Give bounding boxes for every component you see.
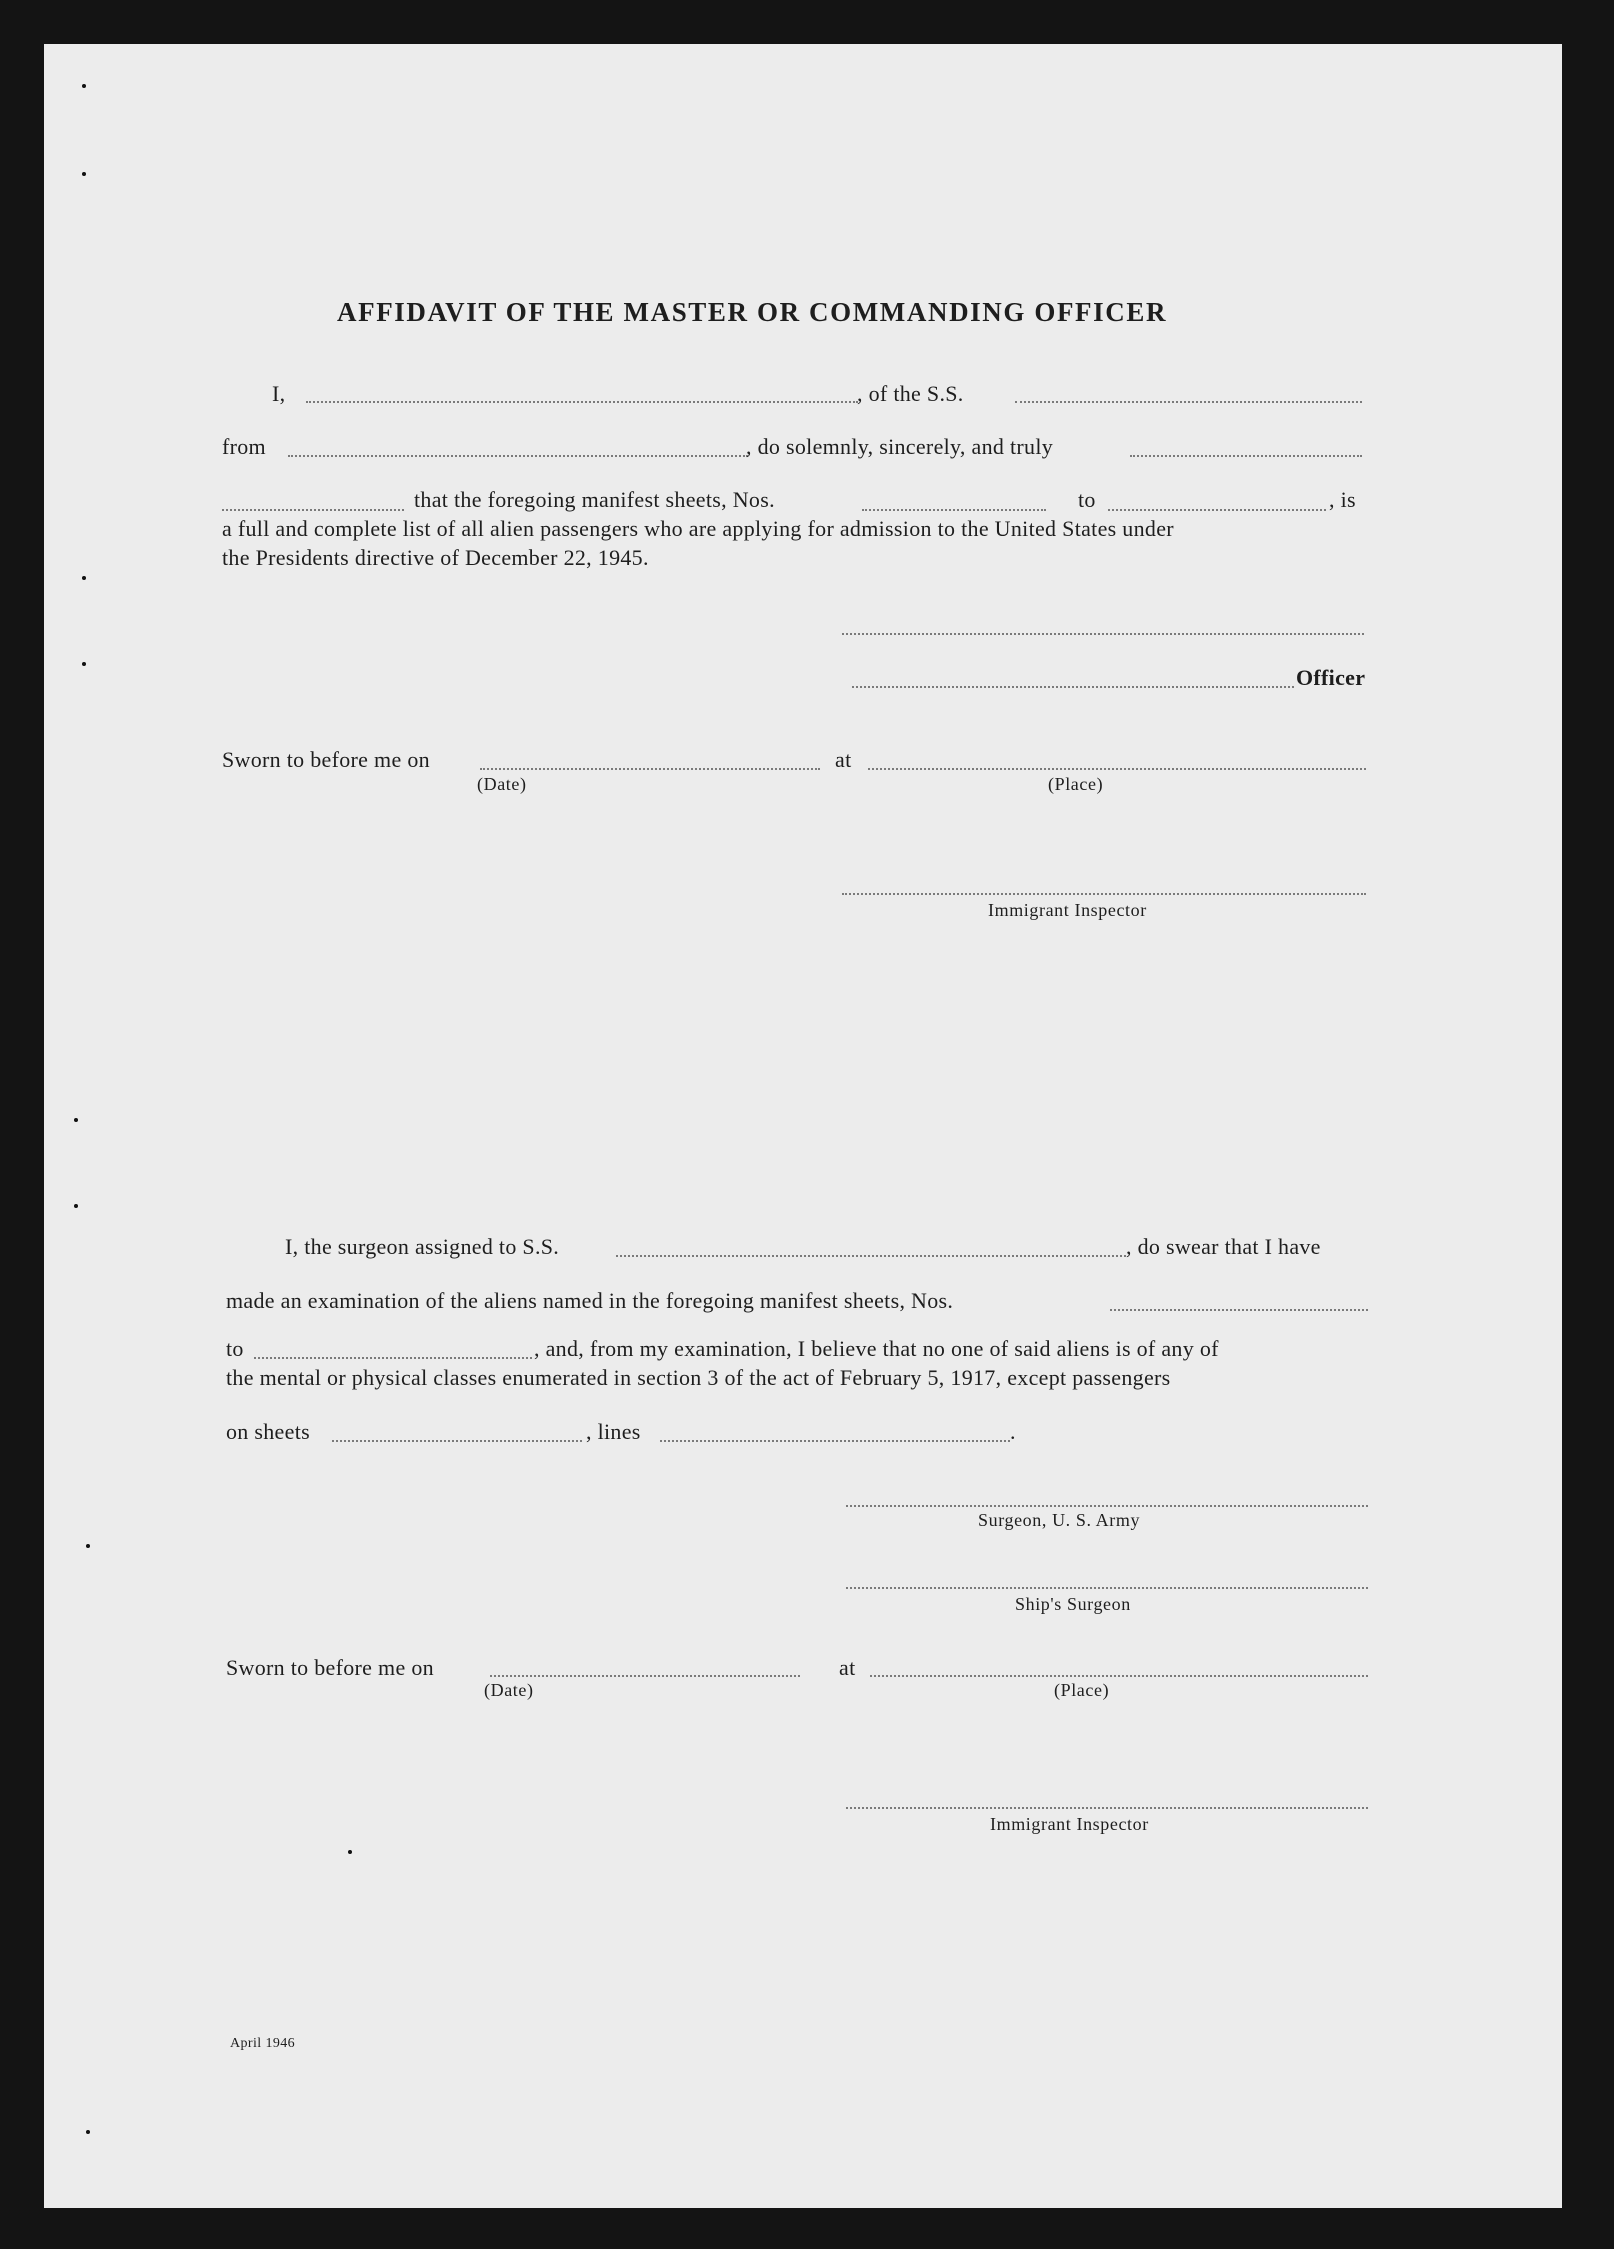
surgeon-to-label: to — [226, 1336, 244, 1361]
master-signature-line[interactable] — [842, 633, 1364, 635]
examination-text: made an examination of the aliens named in the foregoing manifest sheets, Nos. — [226, 1288, 954, 1313]
scan-speck — [74, 1204, 78, 1208]
sheet-no-to-field[interactable] — [1108, 509, 1326, 511]
from-label: from — [222, 434, 266, 459]
classes-text: the mental or physical classes enumerated in section 3 of the act of February 5, 1917, except passengers — [226, 1365, 1171, 1390]
ship-name-field[interactable] — [1015, 401, 1362, 403]
master-name-field[interactable] — [306, 401, 858, 403]
scan-speck — [82, 662, 86, 666]
officer-title-line[interactable] — [852, 686, 1294, 688]
surgeon-ship-field[interactable] — [616, 1255, 1126, 1257]
form-sheet — [44, 44, 1562, 2208]
sworn-place-field-1[interactable] — [868, 768, 1366, 770]
inspector-label-2: Immigrant Inspector — [990, 1814, 1149, 1834]
at-label-1: at — [835, 747, 852, 772]
sworn-label-2: Sworn to before me on — [226, 1655, 434, 1680]
army-surgeon-signature-line[interactable] — [846, 1505, 1368, 1507]
to-label: to — [1078, 487, 1096, 512]
ship-surgeon-label: Ship's Surgeon — [1015, 1594, 1131, 1614]
lines-period: . — [1010, 1419, 1016, 1444]
manifest-sheets-text: that the foregoing manifest sheets, Nos. — [414, 487, 775, 512]
directive-text: the Presidents directive of December 22, 1945. — [222, 545, 649, 570]
of-ss-label: , of the S.S. — [857, 381, 964, 406]
form-title: AFFIDAVIT OF THE MASTER OR COMMANDING OFFICER — [337, 297, 1168, 327]
except-lines-field[interactable] — [660, 1440, 1010, 1442]
lines-label: , lines — [586, 1419, 641, 1444]
inspector-label-1: Immigrant Inspector — [988, 900, 1147, 920]
is-label: , is — [1329, 487, 1356, 512]
scan-speck — [348, 1850, 352, 1854]
except-sheets-field[interactable] — [332, 1440, 582, 1442]
scan-speck — [82, 172, 86, 176]
place-caption-1: (Place) — [1048, 774, 1104, 794]
full-list-text: a full and complete list of all alien passengers who are applying for admission to the United States under — [222, 516, 1174, 541]
inspector-signature-line-2[interactable] — [846, 1807, 1368, 1809]
do-swear-text: , do swear that I have — [1126, 1234, 1321, 1259]
scan-speck — [82, 576, 86, 580]
scan-speck — [74, 1118, 78, 1122]
i-label: I, — [272, 381, 286, 406]
swear-manner-field[interactable] — [1130, 455, 1362, 457]
scan-speck — [82, 84, 86, 88]
date-caption-1: (Date) — [477, 774, 527, 794]
sworn-date-field-1[interactable] — [480, 768, 820, 770]
sworn-date-field-2[interactable] — [490, 1675, 800, 1677]
solemnly-text: , do solemnly, sincerely, and truly — [746, 434, 1054, 459]
surgeon-sheet-to-field[interactable] — [254, 1357, 532, 1359]
surgeon-intro-text: I, the surgeon assigned to S.S. — [285, 1234, 560, 1259]
army-surgeon-label: Surgeon, U. S. Army — [978, 1510, 1141, 1530]
scan-speck — [86, 1544, 90, 1548]
at-label-2: at — [839, 1655, 856, 1680]
on-sheets-label: on sheets — [226, 1419, 310, 1444]
sheet-no-from-field[interactable] — [862, 509, 1046, 511]
form-date: April 1946 — [230, 2036, 296, 2051]
place-caption-2: (Place) — [1054, 1680, 1110, 1700]
date-caption-2: (Date) — [484, 1680, 534, 1700]
scan-speck — [86, 2130, 90, 2134]
sworn-place-field-2[interactable] — [870, 1675, 1368, 1677]
surgeon-sheet-from-field[interactable] — [1110, 1309, 1368, 1311]
inspector-signature-line-1[interactable] — [842, 893, 1366, 895]
swear-manner-field-continued[interactable] — [222, 509, 404, 511]
from-port-field[interactable] — [288, 455, 748, 457]
officer-label: Officer — [1296, 665, 1366, 690]
belief-text: , and, from my examination, I believe that no one of said aliens is of any of — [534, 1336, 1219, 1361]
ship-surgeon-signature-line[interactable] — [846, 1587, 1368, 1589]
sworn-label-1: Sworn to before me on — [222, 747, 430, 772]
